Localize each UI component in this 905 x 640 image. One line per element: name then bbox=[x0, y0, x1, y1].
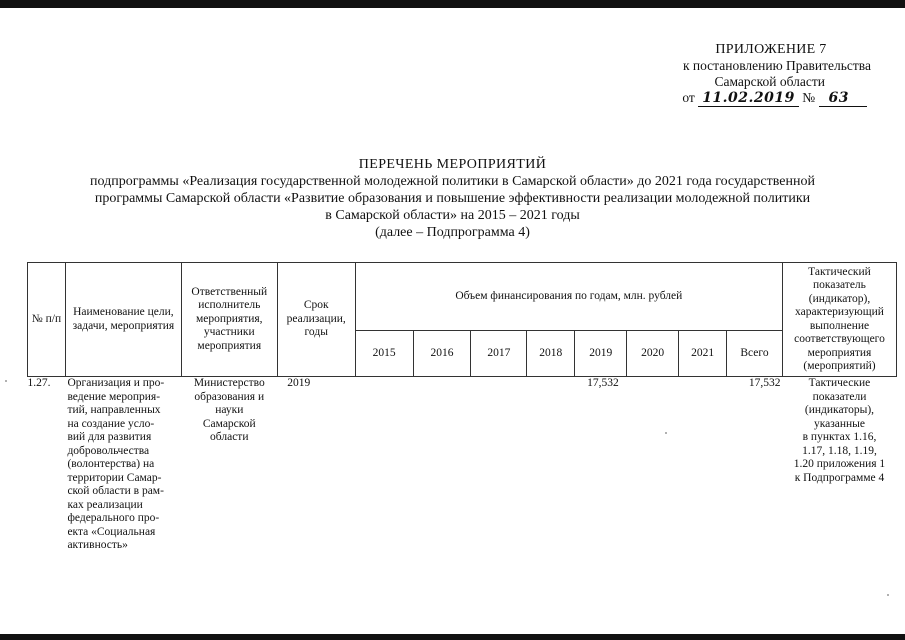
header-year-2021: 2021 bbox=[679, 331, 727, 377]
heading-title: ПЕРЕЧЕНЬ МЕРОПРИЯТИЙ bbox=[358, 157, 547, 172]
scan-speck bbox=[5, 380, 7, 382]
header-name: Наименование цели, задачи, мероприятия bbox=[65, 263, 181, 377]
table-row bbox=[28, 377, 897, 553]
heading-line-4: (далее – Подпрограмма 4) bbox=[375, 225, 530, 240]
row-name: Организация и про- ведение мероприя- тий, направленных на создание усло- вий для развития добровольчества (волонтерства) на территории Самар- ской области в рам- ках реализации федерального про- екта «Социальная активность» bbox=[67, 377, 165, 551]
heading-line-3: в Самарской области» на 2015 – 2021 годы bbox=[325, 208, 580, 223]
row-2018 bbox=[527, 377, 575, 553]
header-term: Срок реализации, годы bbox=[277, 263, 355, 377]
header-total: Всего bbox=[727, 331, 783, 377]
header-year-2017: 2017 bbox=[471, 331, 527, 377]
header-year-2020: 2020 bbox=[627, 331, 679, 377]
row-2019: 17,532 bbox=[587, 377, 619, 389]
scan-speck bbox=[665, 432, 667, 434]
appendix-date-line bbox=[611, 90, 871, 106]
row-total: 17,532 bbox=[748, 377, 781, 389]
header-year-2019: 2019 bbox=[575, 331, 627, 377]
document-heading bbox=[40, 156, 865, 241]
handwritten-date: 11.02.2019 bbox=[698, 90, 799, 107]
appendix-resolution-line: к постановлению Правительства bbox=[682, 58, 871, 73]
header-funding: Объем финансирования по годам, млн. рублей bbox=[355, 263, 782, 331]
measures-table bbox=[27, 262, 897, 553]
date-prefix: от bbox=[682, 90, 695, 105]
header-executor: Ответственный исполнитель мероприятия, участники мероприятия bbox=[181, 263, 277, 377]
heading-line-1: подпрограммы «Реализация государственной молодежной политики в Самарской области» до 2021 года государственной bbox=[90, 174, 815, 189]
row-indicator: Тактические показатели (индикаторы), указанные в пунктах 1.16, 1.17, 1.18, 1.19, 1.20 приложения 1 к Подпрограмме 4 bbox=[793, 377, 886, 484]
appendix-region-line: Самарской области bbox=[714, 74, 825, 89]
handwritten-number: 63 bbox=[819, 90, 867, 107]
heading-line-2: программы Самарской области «Развитие образования и повышение эффективности реализации молодежной политики bbox=[94, 191, 811, 206]
row-term: 2019 bbox=[287, 377, 311, 389]
header-num: № п/п bbox=[28, 263, 66, 377]
scan-speck bbox=[887, 594, 889, 596]
number-prefix: № bbox=[802, 90, 816, 105]
header-year-2015: 2015 bbox=[355, 331, 413, 377]
row-num: 1.27. bbox=[27, 377, 51, 389]
row-2015 bbox=[355, 377, 413, 553]
appendix-block bbox=[611, 42, 871, 106]
appendix-title: ПРИЛОЖЕНИЕ 7 bbox=[715, 42, 827, 57]
header-year-2016: 2016 bbox=[413, 331, 471, 377]
row-2020 bbox=[627, 377, 679, 553]
header-indicator: Тактический показатель (индикатор), характеризующий выполнение соответствующего мероприятия (мероприятий) bbox=[782, 263, 896, 377]
scan-top-edge bbox=[0, 0, 905, 8]
row-2016 bbox=[413, 377, 471, 553]
row-executor: Министерство образования и науки Самарской области bbox=[193, 377, 265, 443]
header-year-2018: 2018 bbox=[527, 331, 575, 377]
scan-bottom-edge bbox=[0, 634, 905, 640]
row-2017 bbox=[471, 377, 527, 553]
row-2021 bbox=[679, 377, 727, 553]
